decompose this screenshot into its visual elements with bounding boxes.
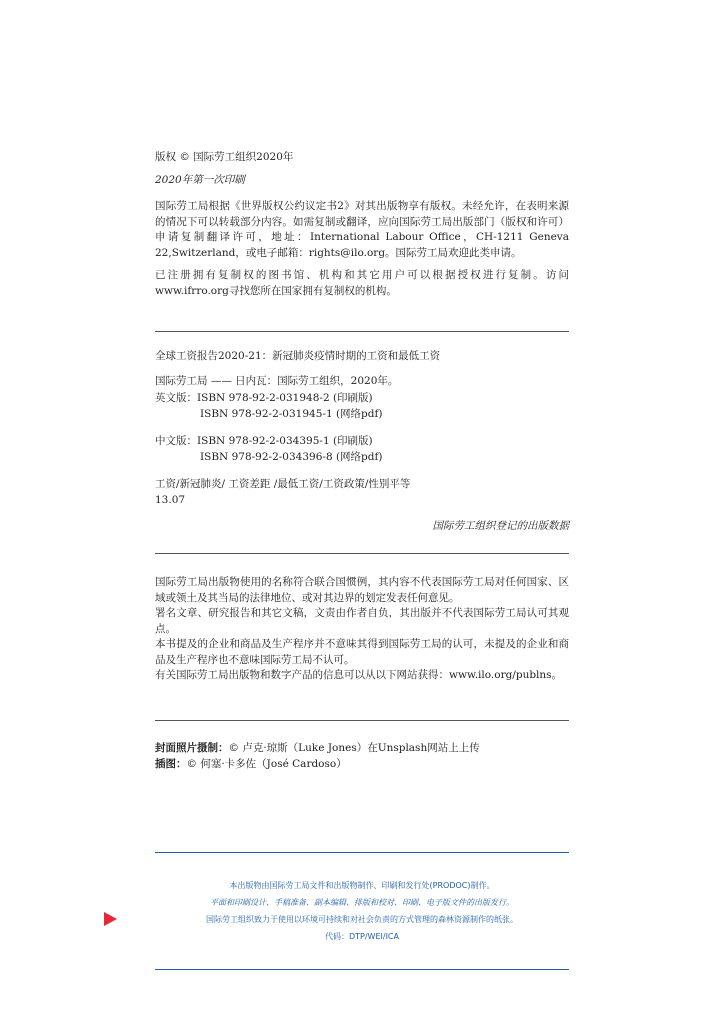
chinese-isbn-block (155, 434, 569, 465)
disclaimer-section (155, 575, 569, 684)
edition-line: 2020年第一次印刷 (155, 173, 245, 186)
disclaimer-paragraph-3: 本书提及的企业和商品及生产程序并不意味其得到国际劳工局的认可，未提及的企业和商品及生产程序也不意味国际劳工局不认可。 (155, 638, 569, 666)
footer-bottom-rule (155, 969, 569, 970)
copyright-paragraph-2: 已注册拥有复制权的图书馆、机构和其它用户可以根据授权进行复制。访问www.ifrro.org寻找您所在国家拥有复制权的机构。 (155, 269, 569, 297)
illustration-credit: © 何塞·卡多佐（José Cardoso） (186, 757, 347, 770)
footer-line-1: 本出版物由国际劳工局文件和出版物制作、印刷和发行处(PRODOC)制作。 (229, 881, 495, 890)
catalog-publisher: 国际劳工局 —— 日内瓦：国际劳工组织，2020年。 (155, 375, 399, 387)
chinese-isbn-pdf: ISBN 978-92-2-034396-8 (网络pdf) (200, 450, 383, 463)
red-triangle-marker-icon (104, 912, 117, 926)
cip-note: 国际劳工组织登记的出版数据 (432, 520, 569, 532)
catalog-title: 全球工资报告2020-21：新冠肺炎疫情时期的工资和最低工资 (155, 350, 441, 362)
english-edition-label: 英文版： (155, 392, 197, 404)
copyright-body (155, 199, 569, 299)
classification-code: 13.07 (155, 493, 186, 506)
cover-photo-label: 封面照片摄制： (155, 742, 229, 754)
english-isbn-block (155, 391, 569, 422)
disclaimer-paragraph-1: 国际劳工局出版物使用的名称符合联合国惯例，其内容不代表国际劳工局对任何国家、区域或领土及其当局的法律地位、或对其边界的划定发表任何意见。 (155, 576, 569, 604)
divider (155, 720, 569, 721)
divider (155, 553, 569, 554)
subject-block (155, 477, 569, 508)
production-footer (155, 877, 569, 945)
credits-section (155, 741, 569, 772)
cover-photo-credit: © 卢克·琼斯（Luke Jones）在Unsplash网站上上传 (228, 742, 480, 754)
footer-code: 代码：DTP/WEI/ICA (324, 932, 399, 941)
divider (155, 331, 569, 332)
disclaimer-paragraph-2: 署名文章、研究报告和其它文稿，文责由作者自负，其出版并不代表国际劳工局认可其观点。 (155, 607, 569, 635)
footer-top-rule (155, 852, 569, 853)
subject-keywords: 工资/新冠肺炎/ 工资差距 /最低工资/工资政策/性别平等 (155, 478, 411, 490)
copyright-section (155, 150, 569, 188)
copyright-line: 版权 © 国际劳工组织2020年 (155, 151, 294, 163)
chinese-isbn-print: ISBN 978-92-2-034395-1 (印刷版) (197, 435, 373, 447)
english-isbn-print: ISBN 978-92-2-031948-2 (印刷版) (197, 392, 373, 404)
copyright-paragraph-1: 国际劳工局根据《世界版权公约议定书2》对其出版物享有版权。未经允许，在表明来源的情况下可以转载部分内容。如需复制或翻译，应向国际劳工局出版部门（版权和许可）申请复制翻译许可，地址：International Labour Office，CH-1211 Geneva 22,Switzerland，或电子邮箱：rights@ilo.org。国际劳工局欢迎此类申请。 (155, 200, 569, 259)
disclaimer-paragraph-4: 有关国际劳工局出版物和数字产品的信息可以从以下网站获得：www.ilo.org/publns。 (155, 669, 563, 681)
english-isbn-pdf: ISBN 978-92-2-031945-1 (网络pdf) (200, 407, 383, 420)
footer-line-3: 国际劳工组织致力于使用以环境可持续和对社会负责的方式管理的森林资源制作的纸张。 (206, 915, 518, 924)
footer-line-2: 平面和印刷设计、手稿准备、副本编辑、排版和校对、印刷、电子版文件的出版发行。 (210, 898, 514, 907)
illustration-label: 插图： (155, 757, 187, 770)
chinese-edition-label: 中文版： (155, 435, 197, 447)
